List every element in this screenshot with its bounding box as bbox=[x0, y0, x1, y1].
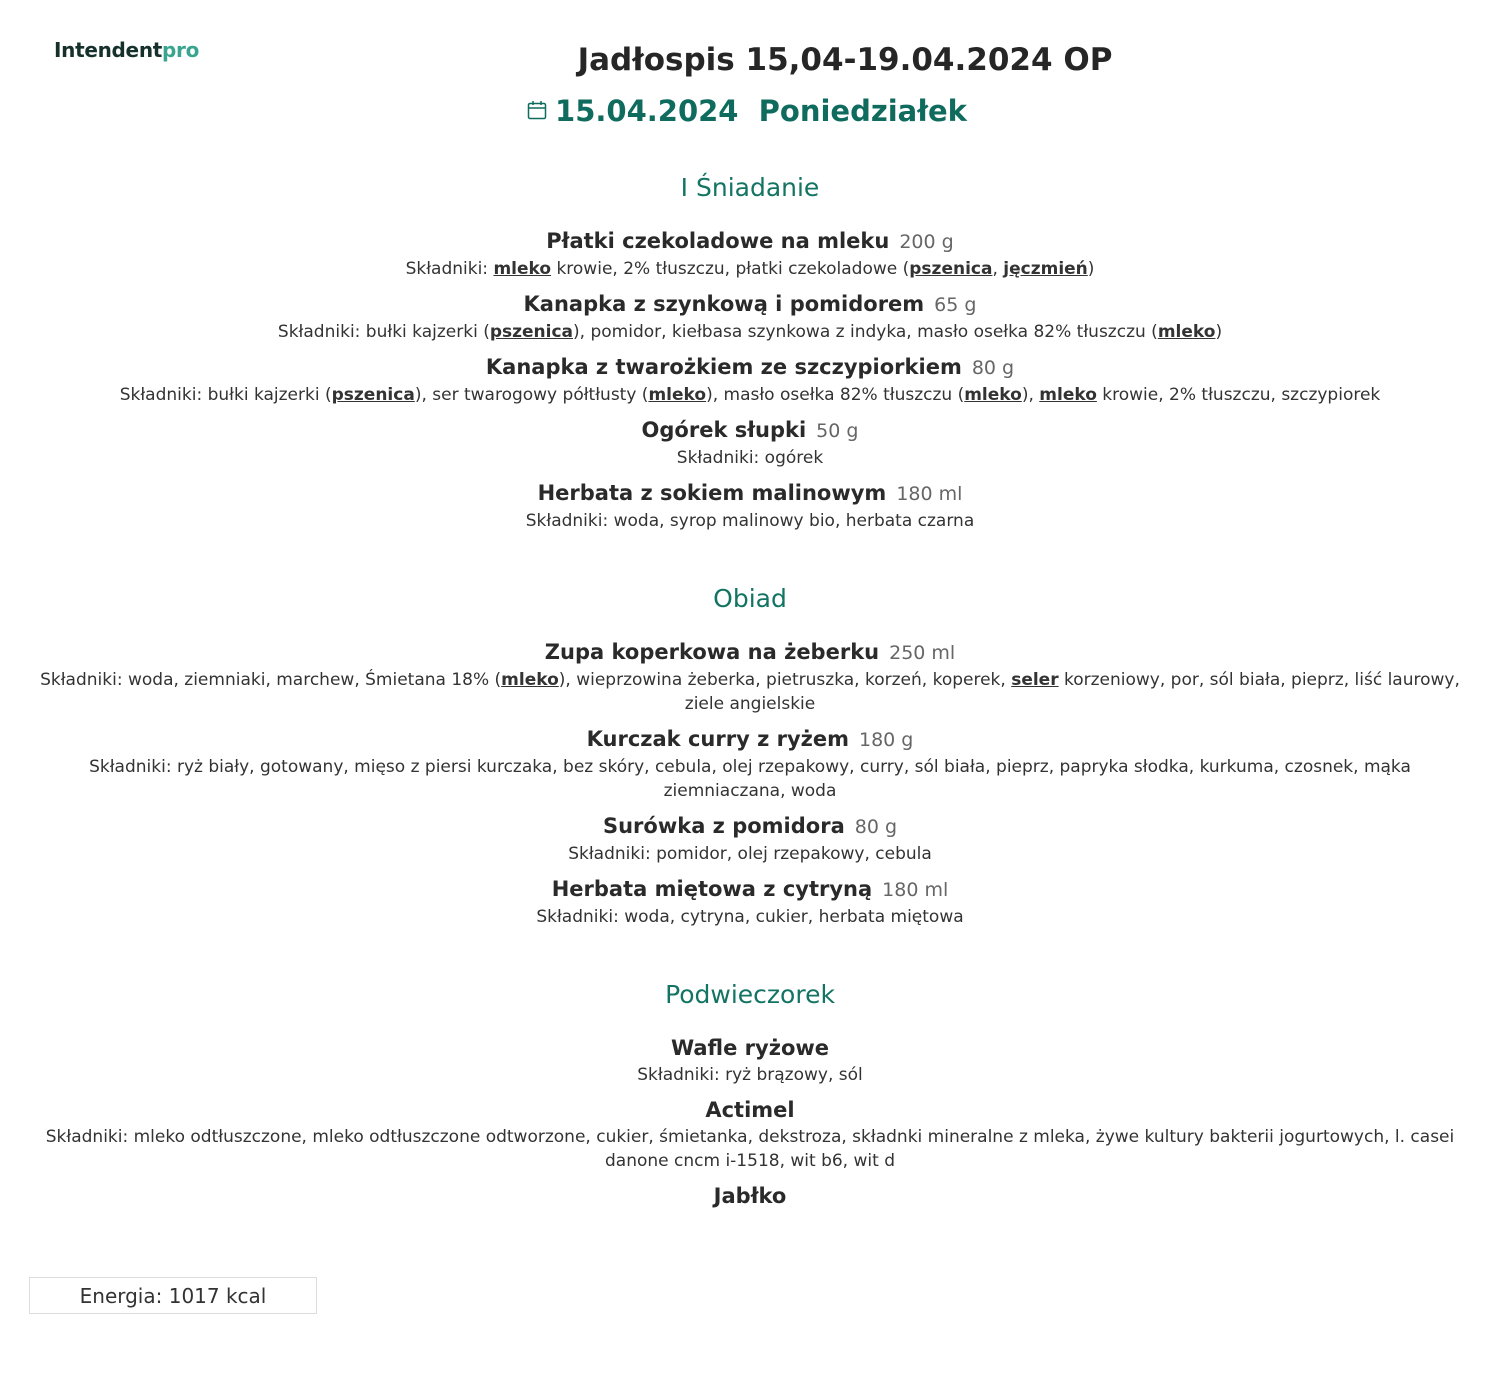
section-title: Obiad bbox=[713, 584, 787, 613]
dish-name bbox=[20, 352, 1480, 383]
ingredient-text: ), masło osełka 82% tłuszczu ( bbox=[706, 385, 965, 405]
menu-item bbox=[20, 289, 1480, 344]
ingredients-label: Składniki: bbox=[676, 448, 765, 468]
ingredient-text: krowie, 2% tłuszczu, płatki czekoladowe ( bbox=[551, 259, 910, 279]
dish-portion: 180 g bbox=[859, 729, 914, 751]
dish-name-text: Kanapka z szynkową i pomidorem bbox=[523, 292, 925, 316]
allergen: jęczmień bbox=[1003, 259, 1088, 279]
ingredient-text: ), bbox=[1021, 385, 1040, 405]
meal-section bbox=[20, 581, 1480, 929]
ingredients-label: Składniki: bbox=[45, 1127, 134, 1147]
ingredients-label: Składniki: bbox=[277, 322, 366, 342]
dish-name bbox=[20, 874, 1480, 905]
dish-name bbox=[20, 724, 1480, 755]
dish-name bbox=[20, 1181, 1480, 1211]
ingredient-text: bułki kajzerki ( bbox=[207, 385, 332, 405]
ingredients bbox=[20, 905, 1480, 929]
dish-name-text: Wafle ryżowe bbox=[670, 1036, 830, 1060]
ingredient-text: bułki kajzerki ( bbox=[365, 322, 490, 342]
ingredient-text: ryż brązowy, sól bbox=[725, 1065, 863, 1085]
ingredient-text: woda, cytryna, cukier, herbata miętowa bbox=[624, 907, 964, 927]
dish-name bbox=[20, 811, 1480, 842]
ingredients bbox=[20, 509, 1480, 533]
allergen: seler bbox=[1011, 670, 1059, 690]
allergen: mleko bbox=[964, 385, 1022, 405]
menu-item bbox=[20, 352, 1480, 407]
menu-item bbox=[20, 874, 1480, 929]
dish-name-text: Actimel bbox=[705, 1098, 795, 1122]
dish-name-text: Płatki czekoladowe na mleku bbox=[546, 229, 890, 253]
ingredient-text: ) bbox=[1087, 259, 1095, 279]
ingredient-text: korzeniowy, por, sól biała, pieprz, liść laurowy, ziele angielskie bbox=[684, 670, 1460, 714]
logo-accent: pro bbox=[162, 38, 200, 62]
ingredients bbox=[20, 383, 1480, 407]
ingredients-label: Składniki: bbox=[89, 757, 177, 777]
allergen: pszenica bbox=[489, 322, 574, 342]
ingredient-text: pomidor, olej rzepakowy, cebula bbox=[656, 844, 932, 864]
allergen: mleko bbox=[648, 385, 707, 405]
menu-item bbox=[20, 226, 1480, 281]
ingredients-label: Składniki: bbox=[536, 907, 625, 927]
dish-name bbox=[20, 1095, 1480, 1125]
ingredients-label: Składniki: bbox=[405, 259, 494, 279]
dish-name bbox=[20, 1033, 1480, 1063]
ingredient-text: ), ser twarogowy półtłusty ( bbox=[414, 385, 649, 405]
ingredients bbox=[20, 668, 1480, 716]
dish-name bbox=[20, 637, 1480, 668]
ingredients bbox=[20, 755, 1480, 803]
ingredients bbox=[20, 320, 1480, 344]
ingredient-text: woda, ziemniaki, marchew, Śmietana 18% ( bbox=[127, 670, 502, 690]
ingredient-text: ), wieprzowina żeberka, pietruszka, korzeń, koperek, bbox=[558, 670, 1012, 690]
allergen: mleko bbox=[1039, 385, 1097, 405]
ingredient-text: mleko odtłuszczone, mleko odtłuszczone odtworzone, cukier, śmietanka, dekstroza, składnki mineralne z mleka, żywe kultury bakterii jogurtowych, l. casei danone cncm i-1518, wit b6, wit d bbox=[133, 1127, 1455, 1171]
dish-portion: 200 g bbox=[899, 231, 954, 253]
ingredients bbox=[20, 1125, 1480, 1173]
dish-portion: 50 g bbox=[816, 420, 859, 442]
dish-portion: 180 ml bbox=[896, 483, 963, 505]
section-title: I Śniadanie bbox=[680, 173, 820, 202]
menu-item bbox=[20, 811, 1480, 866]
dish-name bbox=[20, 289, 1480, 320]
ingredients bbox=[20, 1063, 1480, 1087]
dish-portion: 65 g bbox=[934, 294, 977, 316]
menu-item bbox=[20, 478, 1480, 533]
energy-summary: Energia: 1017 kcal bbox=[29, 1277, 317, 1314]
dish-name-text: Kurczak curry z ryżem bbox=[586, 727, 849, 751]
allergen: mleko bbox=[493, 259, 552, 279]
allergen: mleko bbox=[1157, 322, 1216, 342]
dish-portion: 180 ml bbox=[882, 879, 949, 901]
section-title: Podwieczorek bbox=[665, 980, 835, 1009]
ingredients-label: Składniki: bbox=[637, 1065, 726, 1085]
dish-name-text: Jabłko bbox=[713, 1184, 787, 1208]
ingredient-text: woda, syrop malinowy bio, herbata czarna bbox=[613, 511, 975, 531]
dish-name bbox=[20, 478, 1480, 509]
ingredients-label: Składniki: bbox=[525, 511, 614, 531]
page-title: Jadłospis 15,04-19.04.2024 OP bbox=[577, 42, 1113, 78]
day-heading bbox=[0, 94, 1494, 128]
calendar-icon bbox=[527, 100, 547, 120]
menu-item bbox=[20, 724, 1480, 803]
day-date: 15.04.2024 Poniedziałek bbox=[555, 94, 967, 128]
ingredients bbox=[20, 257, 1480, 281]
ingredients bbox=[20, 446, 1480, 470]
dish-portion: 250 ml bbox=[889, 642, 956, 664]
ingredient-text: , bbox=[992, 259, 1004, 279]
allergen: mleko bbox=[501, 670, 559, 690]
ingredients-label: Składniki: bbox=[40, 670, 128, 690]
meal-sections bbox=[20, 170, 1480, 1259]
dish-name-text: Surówka z pomidora bbox=[602, 814, 845, 838]
ingredient-text: ) bbox=[1215, 322, 1223, 342]
allergen: pszenica bbox=[909, 259, 993, 279]
ingredients bbox=[20, 842, 1480, 866]
ingredients-label: Składniki: bbox=[568, 844, 657, 864]
dish-portion: 80 g bbox=[971, 357, 1015, 379]
logo-text: Intendent bbox=[54, 38, 163, 62]
dish-name-text: Herbata z sokiem malinowym bbox=[537, 481, 887, 505]
ingredient-text: krowie, 2% tłuszczu, szczypiorek bbox=[1096, 385, 1381, 405]
ingredient-text: ryż biały, gotowany, mięso z piersi kurczaka, bez skóry, cebula, olej rzepakowy, curry, sól biała, pieprz, papryka słodka, kurkuma, czosnek, mąka ziemniaczana, woda bbox=[176, 757, 1411, 801]
dish-name bbox=[20, 226, 1480, 257]
dish-name-text: Ogórek słupki bbox=[641, 418, 807, 442]
allergen: pszenica bbox=[331, 385, 415, 405]
meal-section bbox=[20, 170, 1480, 533]
dish-name-text: Zupa koperkowa na żeberku bbox=[544, 640, 880, 664]
dish-name-text: Kanapka z twarożkiem ze szczypiorkiem bbox=[485, 355, 962, 379]
menu-item bbox=[20, 1181, 1480, 1211]
meal-section bbox=[20, 977, 1480, 1211]
dish-name-text: Herbata miętowa z cytryną bbox=[551, 877, 873, 901]
ingredient-text: ogórek bbox=[764, 448, 824, 468]
menu-item bbox=[20, 1033, 1480, 1087]
dish-name bbox=[20, 415, 1480, 446]
menu-item bbox=[20, 637, 1480, 716]
dish-portion: 80 g bbox=[854, 816, 898, 838]
menu-item bbox=[20, 415, 1480, 470]
ingredients-label: Składniki: bbox=[119, 385, 208, 405]
menu-item bbox=[20, 1095, 1480, 1173]
ingredient-text: ), pomidor, kiełbasa szynkowa z indyka, masło osełka 82% tłuszczu ( bbox=[573, 322, 1158, 342]
